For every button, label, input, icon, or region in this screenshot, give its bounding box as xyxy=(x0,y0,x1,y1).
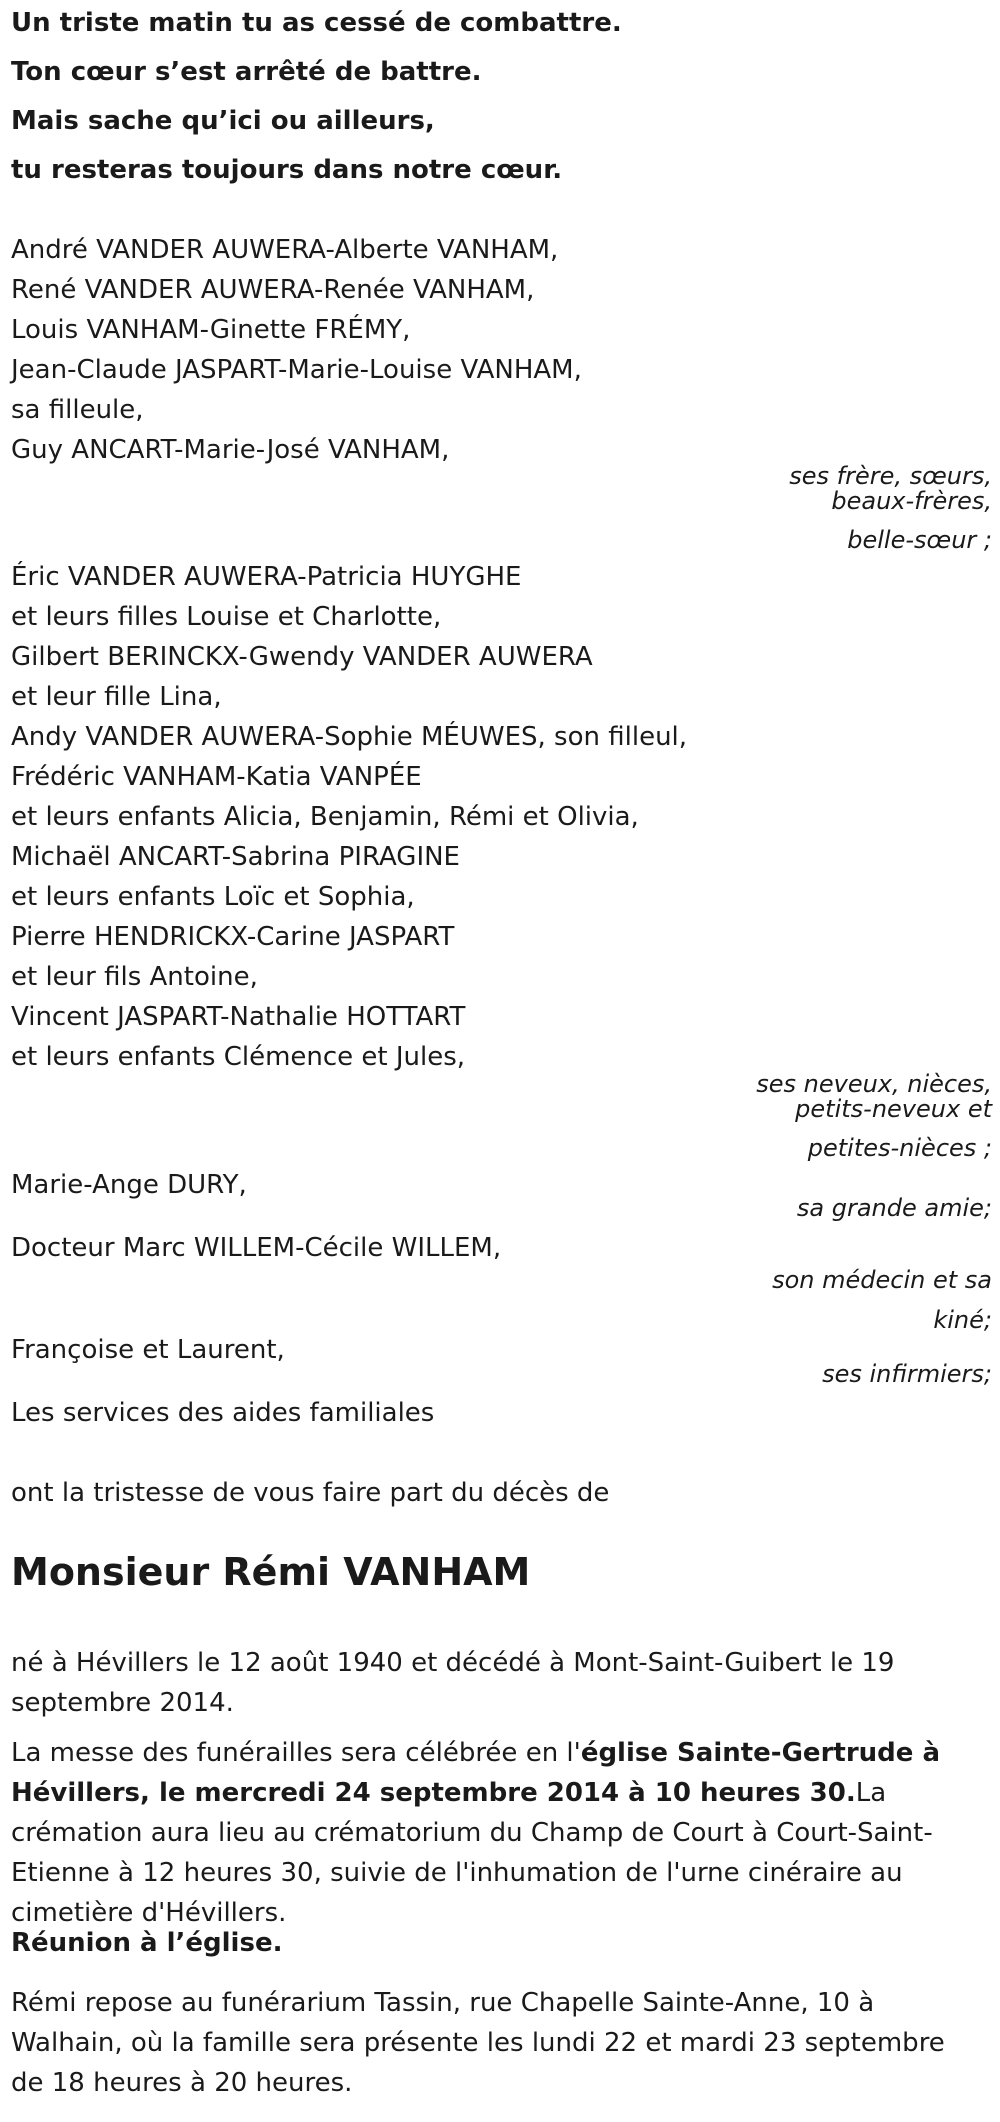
family-line: Michaël ANCART-Sabrina PIRAGINE xyxy=(11,842,460,872)
services-line: Les services des aides familiales xyxy=(11,1398,435,1428)
family-line: Jean-Claude JASPART-Marie-Louise VANHAM, xyxy=(11,355,582,385)
relation-label: ses infirmiers; xyxy=(822,1360,992,1388)
family-line: et leurs enfants Clémence et Jules, xyxy=(11,1042,466,1072)
relation-label: sa grande amie; xyxy=(796,1194,992,1222)
family-line: Pierre HENDRICKX-Carine JASPART xyxy=(11,922,455,952)
rest-paragraph: Rémi repose au funérarium Tassin, rue Chapelle Sainte-Anne, 10 à Walhain, où la famille sera présente les lundi 22 et mardi 23 septembre de 18 heures à 20 heures. xyxy=(11,1988,945,2098)
family-line: et leur fils Antoine, xyxy=(11,962,258,992)
relation-label: son médecin et sa kiné; xyxy=(772,1266,992,1334)
doctor-name: Docteur Marc WILLEM-Cécile WILLEM, xyxy=(11,1233,502,1263)
family-line: Vincent JASPART-Nathalie HOTTART xyxy=(11,1002,466,1032)
family-line: Éric VANDER AUWERA-Patricia HUYGHE xyxy=(11,562,522,592)
family-line: Guy ANCART-Marie-José VANHAM, xyxy=(11,435,450,465)
friend-name: Marie-Ange DURY, xyxy=(11,1170,247,1200)
family-line: René VANDER AUWERA-Renée VANHAM, xyxy=(11,275,535,305)
reunion-line: Réunion à l’église. xyxy=(11,1928,283,1958)
family-line: et leurs filles Louise et Charlotte, xyxy=(11,602,442,632)
family-line: Andy VANDER AUWERA-Sophie MÉUWES, son filleul, xyxy=(11,722,688,752)
family-line: Louis VANHAM-Ginette FRÉMY, xyxy=(11,315,411,345)
family-line: et leurs enfants Alicia, Benjamin, Rémi et Olivia, xyxy=(11,802,639,832)
birth-death-paragraph: né à Hévillers le 12 août 1940 et décédé à Mont-Saint-Guibert le 19 septembre 2014. xyxy=(11,1648,895,1718)
relation-label: ses frère, sœurs, beaux-frères, belle-sœur ; xyxy=(789,462,992,555)
poem-line: Ton cœur s’est arrêté de battre. xyxy=(11,57,482,87)
announce-line: ont la tristesse de vous faire part du décès de xyxy=(11,1478,610,1508)
family-line: Gilbert BERINCKX-Gwendy VANDER AUWERA xyxy=(11,642,593,672)
mass-paragraph: La messe des funérailles sera célébrée en l'église Sainte-Gertrude à Hévillers, le mercredi 24 septembre 2014 à 10 heures 30.La crémation aura lieu au crématorium du Champ de Court à Court-Saint-Etienne à 12 heures 30, suivie de l'inhumation de l'urne cinéraire au cimetière d'Hévillers. xyxy=(11,1738,940,1928)
family-line: et leurs enfants Loïc et Sophia, xyxy=(11,882,415,912)
deceased-name: Monsieur Rémi VANHAM xyxy=(11,1550,531,1594)
family-line: et leur fille Lina, xyxy=(11,682,222,712)
family-line: sa filleule, xyxy=(11,395,144,425)
relation-label: ses neveux, nièces, petits-neveux et petites-nièces ; xyxy=(756,1070,992,1163)
poem-line: Un triste matin tu as cessé de combattre. xyxy=(11,8,622,38)
poem-line: tu resteras toujours dans notre cœur. xyxy=(11,155,563,185)
family-line: Frédéric VANHAM-Katia VANPÉE xyxy=(11,762,422,792)
nurses-name: Françoise et Laurent, xyxy=(11,1335,285,1365)
family-line: André VANDER AUWERA-Alberte VANHAM, xyxy=(11,235,559,265)
poem-line: Mais sache qu’ici ou ailleurs, xyxy=(11,106,435,136)
